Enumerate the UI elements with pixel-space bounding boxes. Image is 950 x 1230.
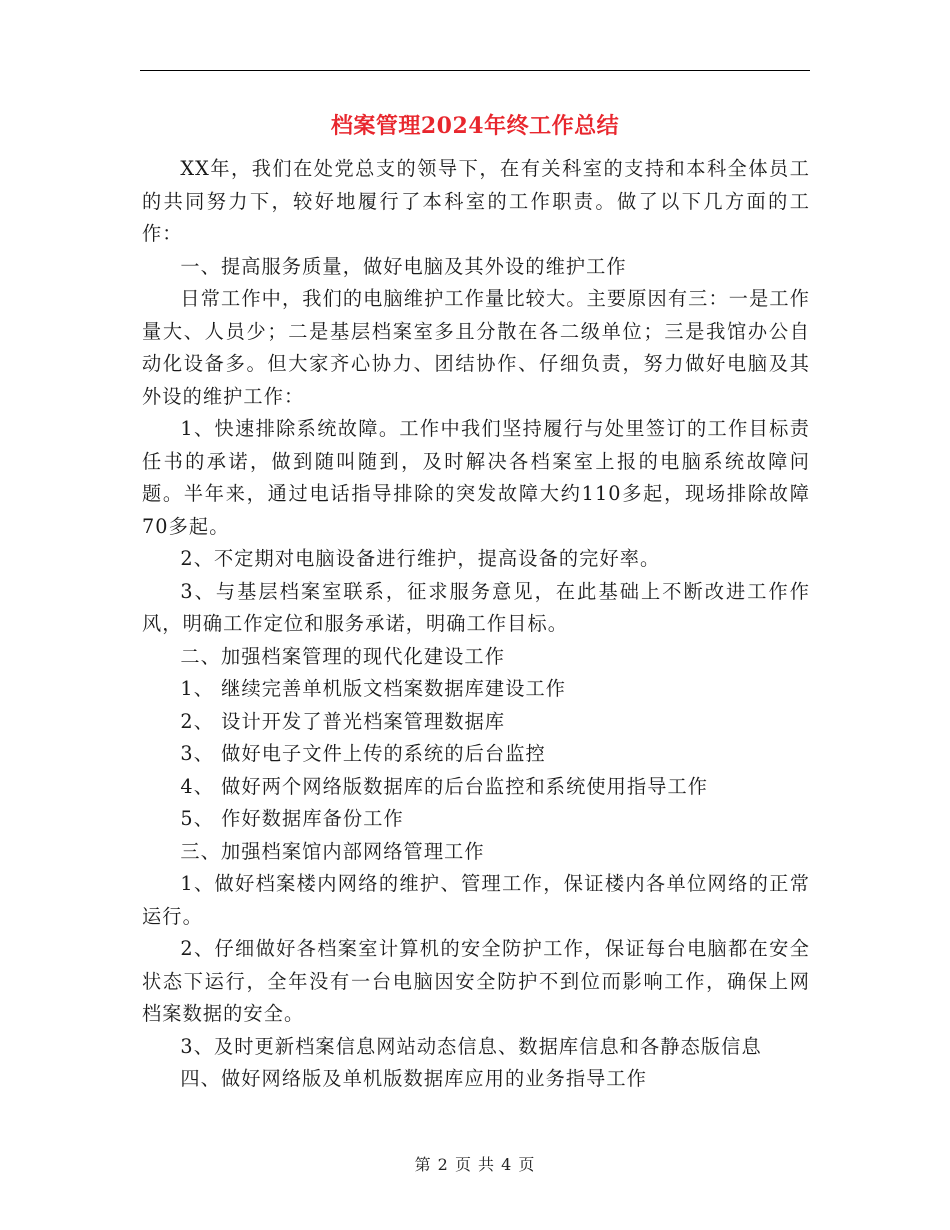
list-item: 2、 设计开发了普光档案管理数据库 [180,709,506,733]
list-item: 1、快速排除系统故障。工作中我们坚持履行与处里签订的工作目标责任书的承诺，做到随叫随到，及时解决各档案室上报的电脑系统故障问题。半年来，通过电话指导排除的突发故障大约110多起，现场排除故障70多起。 [142,417,810,538]
list-item: 3、与基层档案室联系，征求服务意见，在此基础上不断改进工作作风，明确工作定位和服务承诺，明确工作目标。 [142,579,810,635]
list-item: 1、 继续完善单机版文档案数据库建设工作 [180,677,567,700]
list-item: 5、 作好数据库备份工作 [180,807,404,830]
section-heading-3: 三、加强档案馆内部网络管理工作 [180,839,485,863]
list-item: 2、不定期对电脑设备进行维护，提高设备的完好率。 [180,547,661,570]
section-heading-1: 一、提高服务质量，做好电脑及其外设的维护工作 [180,254,627,278]
body-paragraph: 日常工作中，我们的电脑维护工作量比较大。主要原因有三：一是工作量大、人员少；二是基层档案室多且分散在各二级单位；三是我馆办公自动化设备多。但大家齐心协力、团结协作、仔细负责，努力做好电脑及其外设的维护工作： [142,287,810,408]
section-heading-4: 四、做好网络版及单机版数据库应用的业务指导工作 [180,1067,648,1090]
list-item: 3、 做好电子文件上传的系统的后台监控 [180,742,546,765]
page-footer: 第 2 页 共 4 页 [414,1155,536,1174]
section-heading-2: 二、加强档案管理的现代化建设工作 [180,644,505,668]
document-title: 档案管理2024年终工作总结 [330,113,620,139]
intro-paragraph: XX年，我们在处党总支的领导下，在有关科室的支持和本科全体员工的共同努力下，较好地履行了本科室的工作职责。做了以下几方面的工作： [142,157,810,245]
list-item: 2、仔细做好各档案室计算机的安全防护工作，保证每台电脑都在安全状态下运行，全年没有一台电脑因安全防护不到位而影响工作，确保上网档案数据的安全。 [142,937,810,1025]
list-item: 4、 做好两个网络版数据库的后台监控和系统使用指导工作 [180,774,709,798]
list-item: 3、及时更新档案信息网站动态信息、数据库信息和各静态版信息 [180,1034,762,1058]
list-item: 1、做好档案楼内网络的维护、管理工作，保证楼内各单位网络的正常运行。 [142,872,810,928]
document-body [142,153,810,1096]
header-rule [140,70,810,71]
